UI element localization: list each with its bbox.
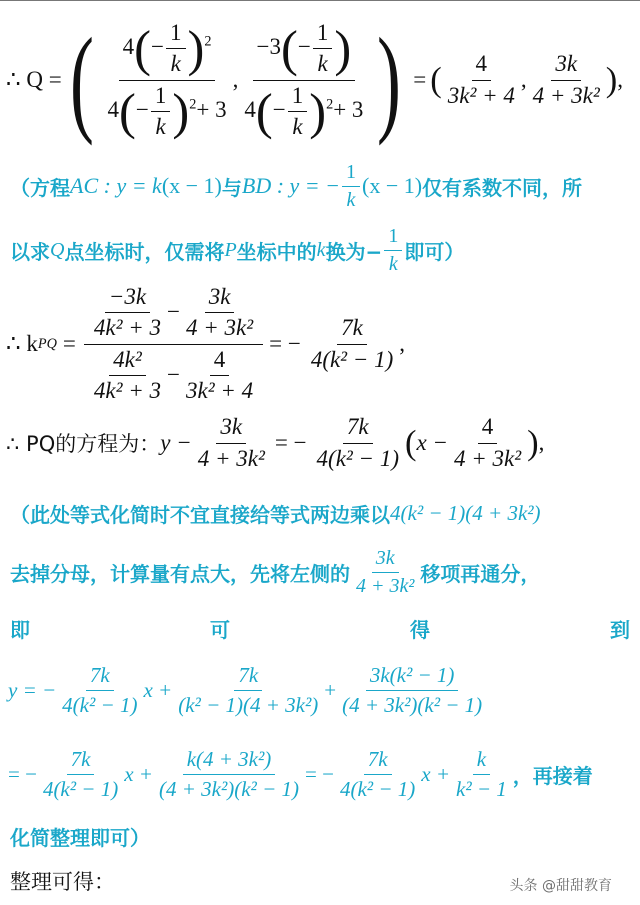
note2-line1: （此处等式化简时不宜直接给等式两边乘以 4(k² − 1)(4 + 3k²) — [10, 500, 541, 527]
equation-q: ∴ Q = ( 4(− $\frac{1}{k}$ )$^2$ 4(− $\frac{1}{k}$ )$^2$+ 3 , −3(− $\frac{1}{k}$ ) 4(− $\frac{1}{k}$ )$^2$+ 3 ) = ( $\frac{4}{\text{3k² + 4}}$ , $\frac{3k}{\text{4 + 3k²}}$ ) , — [6, 13, 623, 147]
final-text: 整理可得： — [10, 870, 115, 894]
note1-line1: （方程 AC : y = k (x − 1) 与 BD : y = − $\frac{1}{k}$ (x − 1) 仅有系数不同，所 — [10, 160, 583, 211]
note2-line2: 去掉分母，计算量有点大，先将左侧的 $\frac{3k}{\text{4 + 3k²}}$ 移项再通分， — [10, 546, 541, 597]
q-result2: $\frac{3k}{\text{4 + 3k²}}$ — [532, 51, 600, 108]
equation-y1: y = − $\frac{7k}{\text{4(k² − 1)}}$ x + $\frac{7k}{\text{(k² − 1)(4 + 3k²)}}$ + $\frac{\text{3k(k² − 1)}}{\text{(4 + 3k²)(k² − 1)}}$ — [8, 663, 483, 717]
note3: 化简整理即可） — [10, 826, 150, 850]
q-result1: $\frac{4}{\text{3k² + 4}}$ — [447, 51, 515, 108]
top-rule — [0, 0, 640, 7]
q-close-paren: ) — [377, 13, 402, 147]
equation-kpq: ∴ k PQ = $\frac{-3k}{\text{4k² + 3}}$ − $\frac{3k}{\text{4 + 3k²}}$ $\frac{\text{4k²}}{\text{4k² + 3}}$ − $\frac{4}{\text{3k² + 4}}$ = − $\frac{7k}{\text{4(k² − 1)}}$ , — [6, 283, 406, 403]
q-frac1: 4(− $\frac{1}{k}$ )$^2$ 4(− $\frac{1}{k}$ )$^2$+ 3 — [107, 19, 227, 140]
kpq-big-frac: $\frac{-3k}{\text{4k² + 3}}$ − $\frac{3k}{\text{4 + 3k²}}$ $\frac{\text{4k²}}{\text{4k² + 3}}$ − $\frac{4}{\text{3k² + 4}}$ — [84, 284, 263, 405]
q-prefix: ∴ Q = — [6, 67, 62, 92]
q-open-paren: ( — [69, 13, 94, 147]
equation-y2: = − $\frac{7k}{\text{4(k² − 1)}}$ x + $\frac{\text{k(4 + 3k²)}}{\text{(4 + 3k²)(k² − 1)}}$ = − $\frac{7k}{\text{4(k² − 1)}}$ x + $\frac{k}{\text{k² − 1}}$ ，再接着 — [8, 747, 593, 801]
q-frac2: −3(− $\frac{1}{k}$ ) 4(− $\frac{1}{k}$ )$^2$+ 3 — [244, 19, 364, 140]
note2-line3: 即 可 得 到 — [10, 618, 630, 642]
watermark: 头条 @甜甜教育 — [509, 878, 612, 894]
equation-pq-line: ∴ PQ的方程为： y − $\frac{3k}{\text{4 + 3k²}}$ = − $\frac{7k}{\text{4(k² − 1)}}$ ( x − $\frac{4}{\text{4 + 3k²}}$ ) , — [6, 414, 545, 471]
note1-line2: 以求 Q 点坐标时，仅需将 P 坐标中的 k 换为− $\frac{1}{k}$ 即可） — [10, 224, 465, 275]
